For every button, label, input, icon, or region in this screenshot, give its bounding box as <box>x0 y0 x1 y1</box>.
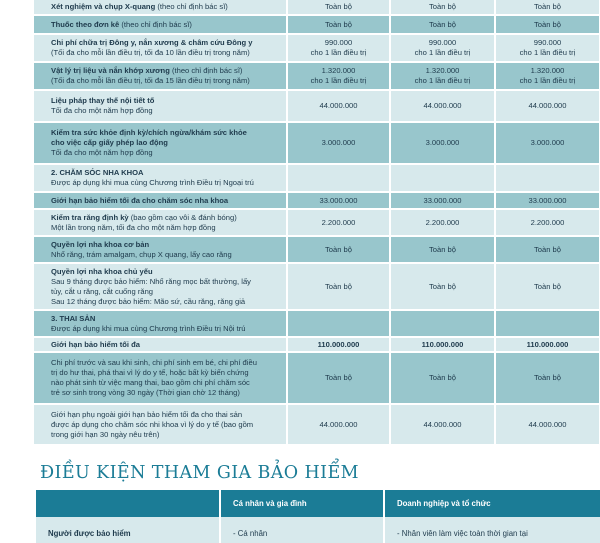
benefit-value-plan-2: Toàn bộ <box>389 237 494 264</box>
eligibility-corporate-value: - Nhân viên làm việc toàn thời gian tại <box>383 517 600 543</box>
benefit-value-plan-2: 110.000.000 <box>389 338 494 353</box>
benefit-description: Vật lý trị liệu và nắn khớp xương (theo chỉ định bác sĩ) (Tối đa cho mỗi lần điều trị, tối đa 15 lần điều trị trong năm) <box>34 63 286 91</box>
benefit-value-plan-1: Toàn bộ <box>286 353 389 405</box>
benefit-value-plan-2: Toàn bộ <box>389 353 494 405</box>
eligibility-table <box>36 490 600 543</box>
eligibility-header-corporate: Doanh nghiệp và tổ chức <box>383 490 600 517</box>
benefit-value-plan-3: Toàn bộ <box>494 353 599 405</box>
benefit-value-plan-3 <box>494 311 599 338</box>
eligibility-row-insured <box>36 517 600 543</box>
benefit-value-plan-2: 44.000.000 <box>389 91 494 123</box>
benefit-value-plan-1: 33.000.000 <box>286 193 389 210</box>
benefit-row-oriental-medicine <box>34 35 599 63</box>
benefit-value-plan-2: Toàn bộ <box>389 16 494 35</box>
benefit-description: Quyền lợi nha khoa chủ yếu Sau 9 tháng được bảo hiểm: Nhổ răng mọc bất thường, lấy tủy, cắt u răng, cắt cuống răng Sau 12 tháng được bảo hiểm: Mão sứ, cầu răng, răng giả <box>34 264 286 311</box>
benefit-value-plan-3: 44.000.000 <box>494 91 599 123</box>
benefit-value-plan-1 <box>286 165 389 193</box>
benefit-value-plan-3: 2.200.000 <box>494 210 599 237</box>
benefit-value-plan-3: 110.000.000 <box>494 338 599 353</box>
benefit-value-plan-1: 110.000.000 <box>286 338 389 353</box>
benefit-row-pediatric-sublimit <box>34 405 599 446</box>
eligibility-header-row <box>36 490 600 517</box>
benefit-row-dental-checkup <box>34 210 599 237</box>
eligibility-individual-value: - Cá nhân <box>219 517 383 543</box>
benefit-description: Giới hạn bảo hiểm tối đa <box>34 338 286 353</box>
benefit-description: Giới hạn bảo hiểm tối đa cho chăm sóc nha khoa <box>34 193 286 210</box>
benefit-value-plan-1: 44.000.000 <box>286 405 389 446</box>
benefit-value-plan-3 <box>494 165 599 193</box>
benefit-value-plan-1: 2.200.000 <box>286 210 389 237</box>
benefit-row-hormone-therapy <box>34 91 599 123</box>
benefit-value-plan-1: Toàn bộ <box>286 237 389 264</box>
benefit-value-plan-3: Toàn bộ <box>494 264 599 311</box>
benefit-description: Kiểm tra răng định kỳ (bao gồm cạo vôi & đánh bóng) Một lần trong năm, tối đa cho một năm hợp đồng <box>34 210 286 237</box>
benefit-value-plan-3: Toàn bộ <box>494 16 599 35</box>
benefit-value-plan-2: 3.000.000 <box>389 123 494 165</box>
eligibility-header-blank <box>36 490 219 517</box>
benefit-value-plan-2: 44.000.000 <box>389 405 494 446</box>
benefit-description: Xét nghiệm và chụp X-quang (theo chỉ định bác sĩ) <box>34 0 286 16</box>
section-header-maternity <box>34 311 599 338</box>
benefit-value-plan-1: 44.000.000 <box>286 91 389 123</box>
benefit-description: Kiểm tra sức khỏe định kỳ/chích ngừa/khám sức khỏe cho việc cấp giấy phép lao động Tối đa cho một năm hợp đồng <box>34 123 286 165</box>
benefit-value-plan-2: 1.320.000 cho 1 lần điều trị <box>389 63 494 91</box>
benefit-value-plan-2: Toàn bộ <box>389 264 494 311</box>
benefit-value-plan-1: Toàn bộ <box>286 16 389 35</box>
benefit-value-plan-1: Toàn bộ <box>286 264 389 311</box>
benefit-row-prescription <box>34 16 599 35</box>
benefit-value-plan-1: Toàn bộ <box>286 0 389 16</box>
benefit-row-lab-xray <box>34 0 599 16</box>
benefit-value-plan-3: 990.000 cho 1 lần điều trị <box>494 35 599 63</box>
benefit-value-plan-1: 1.320.000 cho 1 lần điều trị <box>286 63 389 91</box>
benefit-row-maternity-limit <box>34 338 599 353</box>
section-header-dental <box>34 165 599 193</box>
benefit-value-plan-1: 990.000 cho 1 lần điều trị <box>286 35 389 63</box>
eligibility-header-individual: Cá nhân và gia đình <box>219 490 383 517</box>
section-description: 2. CHĂM SÓC NHA KHOA Được áp dụng khi mua cùng Chương trình Điều trị Ngoại trú <box>34 165 286 193</box>
benefit-value-plan-3: 3.000.000 <box>494 123 599 165</box>
benefit-value-plan-2: 33.000.000 <box>389 193 494 210</box>
benefit-value-plan-3: 33.000.000 <box>494 193 599 210</box>
eligibility-label: Người được bảo hiểm <box>36 517 219 543</box>
benefit-value-plan-2 <box>389 165 494 193</box>
benefit-value-plan-2: 990.000 cho 1 lần điều trị <box>389 35 494 63</box>
benefit-row-physiotherapy <box>34 63 599 91</box>
benefit-description: Quyền lợi nha khoa cơ bản Nhổ răng, trám amalgam, chụp X quang, lấy cao răng <box>34 237 286 264</box>
benefit-row-major-dental <box>34 264 599 311</box>
section-title-eligibility: ĐIỀU KIỆN THAM GIA BẢO HIỂM <box>40 463 359 483</box>
benefit-value-plan-3: Toàn bộ <box>494 237 599 264</box>
benefit-description: Chi phí trước và sau khi sinh, chi phí sinh em bé, chi phí điều trị do hư thai, phá thai vì lý do y tế, hoặc bất kỳ biến chứng nào phát sinh từ việc mang thai, bao gồm chi phí chăm sóc trẻ sơ sinh trong vòng 30 ngày (Thời gian chờ 12 tháng) <box>34 353 286 405</box>
benefit-value-plan-3: Toàn bộ <box>494 0 599 16</box>
benefit-row-dental-limit <box>34 193 599 210</box>
benefit-description: Giới hạn phụ ngoài giới hạn bảo hiểm tối đa cho thai sản được áp dụng cho chăm sóc nhi khoa vì lý do y tế (bao gồm trong giới hạn 30 ngày nêu trên) <box>34 405 286 446</box>
benefit-description: Chi phí chữa trị Đông y, nắn xương & châm cứu Đông y (Tối đa cho mỗi lần điều trị, tối đa 10 lần điều trị trong năm) <box>34 35 286 63</box>
benefits-table <box>34 0 599 446</box>
benefit-value-plan-2: 2.200.000 <box>389 210 494 237</box>
benefit-value-plan-2: Toàn bộ <box>389 0 494 16</box>
benefit-value-plan-1: 3.000.000 <box>286 123 389 165</box>
benefit-value-plan-1 <box>286 311 389 338</box>
section-description: 3. THAI SẢN Được áp dụng khi mua cùng Chương trình Điều trị Nội trú <box>34 311 286 338</box>
benefit-value-plan-3: 44.000.000 <box>494 405 599 446</box>
benefit-value-plan-2 <box>389 311 494 338</box>
benefit-description: Thuốc theo đơn kê (theo chỉ định bác sĩ) <box>34 16 286 35</box>
benefit-row-basic-dental <box>34 237 599 264</box>
benefit-row-health-check <box>34 123 599 165</box>
benefit-value-plan-3: 1.320.000 cho 1 lần điều trị <box>494 63 599 91</box>
benefit-row-maternity-costs <box>34 353 599 405</box>
benefit-description: Liệu pháp thay thế nội tiết tố Tối đa cho một năm hợp đồng <box>34 91 286 123</box>
